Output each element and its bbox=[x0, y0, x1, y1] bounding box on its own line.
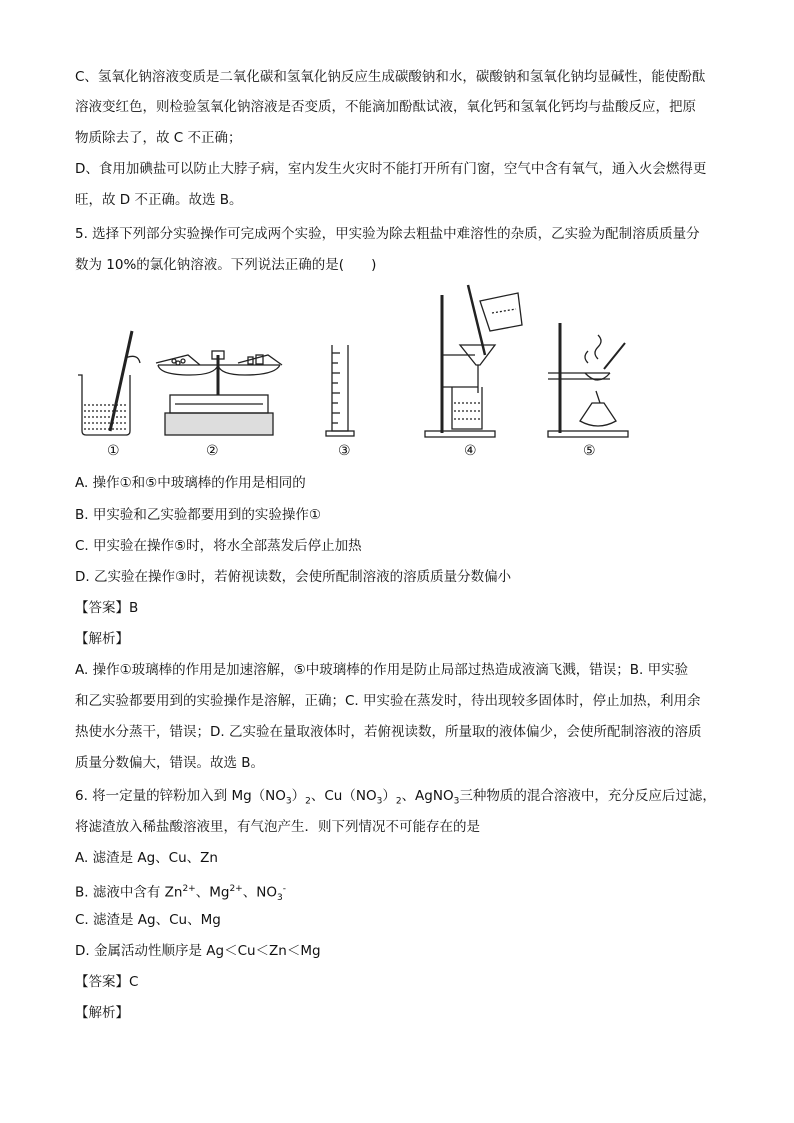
graduated-cylinder-icon bbox=[326, 345, 354, 436]
q6-stem-part-c: 、Cu（NO bbox=[310, 788, 377, 804]
q6-stem-line-1 bbox=[75, 786, 716, 812]
q6-option-b-sup-1: 2+ bbox=[182, 884, 196, 894]
solution-d-line-2: 旺，故 D 不正确。故选 B。 bbox=[75, 192, 243, 208]
q6-sub-3c: 3 bbox=[453, 796, 460, 807]
q5-option-b: B. 甲实验和乙实验都要用到的实验操作① bbox=[75, 507, 321, 523]
q6-option-b bbox=[75, 879, 286, 908]
q5-option-a: A. 操作①和⑤中玻璃棒的作用是相同的 bbox=[75, 475, 306, 491]
q5-stem-line-1: 5. 选择下列部分实验操作可完成两个实验，甲实验为除去粗盐中难溶性的杂质，乙实验为配制溶质质量分 bbox=[75, 226, 700, 242]
q5-analysis-line-3: 热使水分蒸干，错误；D. 乙实验在量取液体时，若俯视读数，所量取的液体偏少，会使所配制溶液的溶质 bbox=[75, 724, 702, 740]
q5-stem-line-2: 数为 10%的氯化钠溶液。下列说法正确的是( ) bbox=[75, 257, 377, 273]
evaporation-icon bbox=[548, 323, 628, 437]
apparatus-drawing bbox=[70, 283, 640, 443]
q5-analysis-line-1: A. 操作①玻璃棒的作用是加速溶解，⑤中玻璃棒的作用是防止局部过热造成液滴飞溅，错误；B. 甲实验 bbox=[75, 662, 689, 678]
solution-c-line-3: 物质除去了，故 C 不正确； bbox=[75, 130, 242, 146]
q6-sub-3b: 3 bbox=[376, 796, 383, 807]
figure-label-4: ④ bbox=[464, 443, 477, 459]
apparatus-figure bbox=[70, 283, 640, 463]
beaker-stirring-icon bbox=[78, 331, 140, 435]
q5-analysis-title: 【解析】 bbox=[75, 631, 129, 647]
q6-stem-part-d: ） bbox=[382, 788, 396, 804]
q5-option-c: C. 甲实验在操作⑤时，将水全部蒸发后停止加热 bbox=[75, 538, 362, 554]
q6-option-c: C. 滤渣是 Ag、Cu、Mg bbox=[75, 912, 221, 928]
q6-option-b-mid-1: 、Mg bbox=[195, 884, 230, 901]
q6-option-b-prefix: B. 滤液中含有 Zn bbox=[75, 884, 183, 901]
q5-option-d: D. 乙实验在操作③时，若俯视读数，会使所配制溶液的溶质质量分数偏小 bbox=[75, 569, 512, 585]
q6-stem-part-b: ） bbox=[291, 788, 306, 804]
q6-option-b-mid-2: 、NO bbox=[242, 884, 277, 901]
q6-option-b-sup-3: - bbox=[282, 884, 286, 894]
q6-stem-part-f: 三种物质的混合溶液中，充分反应后过滤， bbox=[459, 788, 716, 804]
q6-sub-2a: 2 bbox=[305, 796, 311, 807]
q5-analysis-line-4: 质量分数偏大，错误。故选 B。 bbox=[75, 755, 265, 771]
filtration-icon bbox=[425, 285, 522, 437]
q6-analysis-title: 【解析】 bbox=[75, 1005, 129, 1021]
q6-option-b-sup-2: 2+ bbox=[229, 884, 243, 894]
balance-icon bbox=[156, 351, 282, 435]
figure-label-1: ① bbox=[107, 443, 120, 459]
solution-c-line-2: 溶液变红色，则检验氢氧化钠溶液是否变质，不能滴加酚酞试液，氧化钙和氢氧化钙均与盐酸反应，把原 bbox=[75, 99, 696, 115]
q6-option-a: A. 滤渣是 Ag、Cu、Zn bbox=[75, 850, 218, 866]
solution-c-line-1: C、氢氧化钠溶液变质是二氧化碳和氢氧化钠反应生成碳酸钠和水，碳酸钠和氢氧化钠均显碱性，能使酚酞 bbox=[75, 69, 706, 85]
q6-answer: 【答案】C bbox=[75, 974, 139, 990]
figure-label-3: ③ bbox=[338, 443, 351, 459]
q5-analysis-line-2: 和乙实验都要用到的实验操作是溶解，正确；C. 甲实验在蒸发时，待出现较多固体时，停止加热，利用余 bbox=[75, 693, 701, 709]
q5-answer: 【答案】B bbox=[75, 600, 139, 616]
q6-option-b-sub: 3 bbox=[276, 893, 283, 904]
q6-sub-2b: 2 bbox=[395, 796, 402, 807]
q6-stem-line-2: 将滤渣放入稀盐酸溶液里，有气泡产生．则下列情况不可能存在的是 bbox=[75, 819, 480, 835]
solution-d-line-1: D、食用加碘盐可以防止大脖子病，室内发生火灾时不能打开所有门窗，空气中含有氧气，通入火会燃得更 bbox=[75, 161, 707, 177]
figure-label-5: ⑤ bbox=[583, 443, 596, 459]
figure-label-2: ② bbox=[206, 443, 219, 459]
q6-stem-part-e: 、AgNO bbox=[401, 788, 454, 804]
q6-sub-3a: 3 bbox=[285, 796, 292, 807]
q6-stem-part-a: 6. 将一定量的锌粉加入到 Mg（NO bbox=[75, 788, 286, 804]
q6-option-d: D. 金属活动性顺序是 Ag＜Cu＜Zn＜Mg bbox=[75, 943, 321, 959]
